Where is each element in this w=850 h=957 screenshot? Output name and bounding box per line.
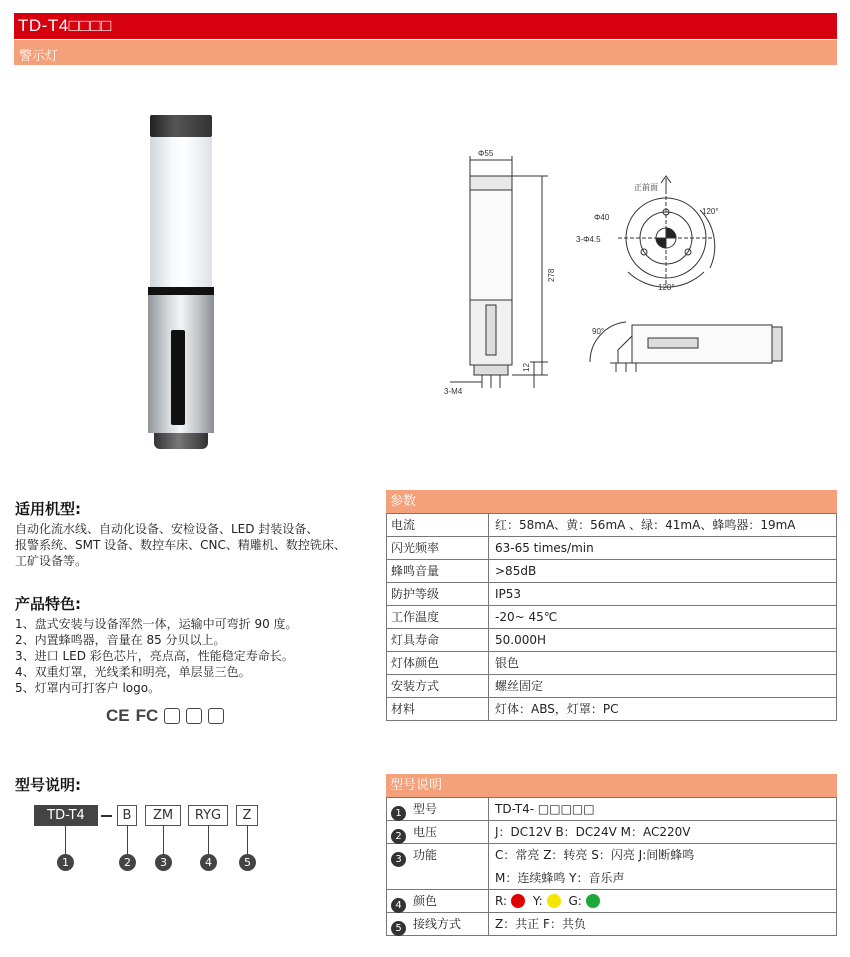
- param-key: 闪光频率: [387, 537, 489, 559]
- fc-logo: FC: [135, 706, 159, 725]
- table-row: [387, 798, 836, 821]
- bubble-4: 4: [200, 854, 217, 871]
- model-key: 型号: [413, 802, 438, 816]
- leader-line: [163, 826, 164, 854]
- bubble-3: 3: [155, 854, 172, 871]
- table-row: [387, 652, 836, 675]
- green-dot-icon: [586, 894, 600, 908]
- feature-item: 5、灯罩内可打客户 logo。: [15, 681, 161, 695]
- product-photo: [146, 115, 216, 455]
- table-row: [387, 606, 836, 629]
- table-row: [387, 698, 836, 721]
- bubble-2: 2: [119, 854, 136, 871]
- applicable-line: 自动化流水线、自动化设备、安检设备、LED 封装设备、: [15, 522, 319, 536]
- certification-logos: [106, 706, 224, 726]
- feature-item: 3、进口 LED 彩色芯片，亮点高，性能稳定寿命长。: [15, 649, 294, 663]
- param-key: 安装方式: [387, 675, 489, 697]
- dim-thread: 3-M4: [444, 387, 463, 396]
- applicable-title: 适用机型:: [15, 500, 81, 518]
- lamp-ring: [148, 287, 214, 295]
- rohs-icon: [164, 708, 180, 724]
- subtitle: 警示灯: [19, 49, 59, 64]
- model-key: 电压: [413, 825, 438, 839]
- row-number: 2: [391, 829, 406, 844]
- table-row: [387, 514, 836, 537]
- model-title: 型号说明:: [15, 776, 81, 794]
- red-dot-icon: [511, 894, 525, 908]
- row-number: 5: [391, 921, 406, 936]
- table-row: [387, 560, 836, 583]
- safety-triangle-icon: [208, 708, 224, 724]
- technical-drawing: [430, 150, 810, 410]
- code-color: RYG: [188, 805, 228, 826]
- model-title: TD-T4□□□□: [18, 16, 112, 35]
- feature-item: 4、双重灯罩，光线柔和明亮，单层显三色。: [15, 665, 251, 679]
- lamp-lens: [150, 137, 212, 289]
- row-number: 4: [391, 898, 406, 913]
- dim-dia40: Φ40: [594, 213, 610, 222]
- param-value: 红：58mA、黄：56mA 、绿：41mA、蜂鸣器：19mA: [495, 518, 796, 532]
- yellow-dot-icon: [547, 894, 561, 908]
- color-g-label: G:: [568, 894, 582, 908]
- lamp-slot: [171, 330, 185, 425]
- leader-line: [247, 826, 248, 854]
- lamp-cap: [150, 115, 212, 137]
- table-row: [387, 583, 836, 606]
- leader-line: [127, 826, 128, 854]
- lamp-foot: [154, 433, 208, 449]
- model-value: C：常亮 Z：转亮 S：闪亮 J:间断蜂鸣: [495, 848, 695, 862]
- color-y-label: Y:: [532, 894, 543, 908]
- param-value: 螺丝固定: [495, 679, 544, 693]
- ce-logo: CE: [106, 706, 130, 725]
- param-value: 50.000H: [495, 633, 547, 647]
- model-key: 颜色: [413, 894, 438, 908]
- leader-line: [65, 826, 66, 854]
- features-title: 产品特色:: [15, 595, 81, 613]
- dim-angle-120a: 120°: [702, 207, 719, 216]
- param-key: 防护等级: [387, 583, 489, 605]
- param-key: 工作温度: [387, 606, 489, 628]
- dim-angle-90: 90°: [592, 327, 605, 336]
- row-number: 1: [391, 806, 406, 821]
- param-key: 灯具寿命: [387, 629, 489, 651]
- features-list: [15, 616, 298, 696]
- label-front: 正前面: [634, 183, 658, 192]
- param-value: >85dB: [495, 564, 537, 578]
- param-value: 63-65 times/min: [495, 541, 594, 555]
- model-table-header: 型号说明: [386, 774, 837, 797]
- params-table: [386, 490, 837, 721]
- table-row: [387, 890, 836, 913]
- param-key: 灯体颜色: [387, 652, 489, 674]
- param-value: 灯体：ABS，灯罩：PC: [495, 702, 619, 716]
- dim-height12: 12: [522, 363, 531, 372]
- bubble-5: 5: [239, 854, 256, 871]
- dim-holes: 3-Φ4.5: [576, 235, 601, 244]
- feature-item: 2、内置蜂鸣器，音量在 85 分贝以上。: [15, 633, 226, 647]
- code-main: TD-T4: [34, 805, 98, 826]
- code-voltage: B: [117, 805, 137, 826]
- model-value: TD-T4- □□□□□: [495, 802, 595, 816]
- leader-line: [208, 826, 209, 854]
- code-wiring: Z: [236, 805, 258, 826]
- quality-mark-icon: [186, 708, 202, 724]
- param-key: 蜂鸣音量: [387, 560, 489, 582]
- bubble-1: 1: [57, 854, 74, 871]
- param-key: 电流: [387, 514, 489, 536]
- model-value: J：DC12V B：DC24V M：AC220V: [495, 825, 691, 839]
- param-key: 材料: [387, 698, 489, 720]
- table-row: [387, 629, 836, 652]
- dim-dia55: Φ55: [478, 150, 494, 158]
- param-value: IP53: [495, 587, 522, 601]
- model-value-2: M：连续蜂鸣 Y：音乐声: [495, 871, 625, 885]
- color-options: [489, 890, 836, 912]
- table-row: [387, 675, 836, 698]
- color-r-label: R:: [495, 894, 508, 908]
- model-value: Z：共正 F：共负: [495, 917, 586, 931]
- header-title-bar: [14, 13, 837, 39]
- model-key: 接线方式: [413, 917, 462, 931]
- dim-height278: 278: [547, 268, 556, 282]
- param-value: -20~ 45℃: [495, 610, 558, 624]
- applicable-line: 报警系统、SMT 设备、数控车床、CNC、精雕机、数控铣床、: [15, 538, 346, 552]
- feature-item: 1、盘式安装与设备浑然一体，运输中可弯折 90 度。: [15, 617, 298, 631]
- model-key: 功能: [413, 848, 438, 862]
- model-table: [386, 774, 837, 936]
- applicable-text: [15, 521, 346, 569]
- params-table-header: 参数: [386, 490, 837, 513]
- applicable-line: 工矿设备等。: [15, 554, 88, 568]
- table-row: [387, 537, 836, 560]
- table-row: [387, 913, 836, 936]
- header-subtitle-bar: [14, 40, 837, 65]
- table-row: [387, 821, 836, 844]
- table-row: [387, 844, 836, 890]
- code-function: ZM: [145, 805, 181, 826]
- param-value: 银色: [495, 656, 520, 670]
- row-number: 3: [391, 852, 406, 867]
- dim-angle-120b: 120°: [658, 283, 675, 292]
- code-dash: [101, 815, 112, 817]
